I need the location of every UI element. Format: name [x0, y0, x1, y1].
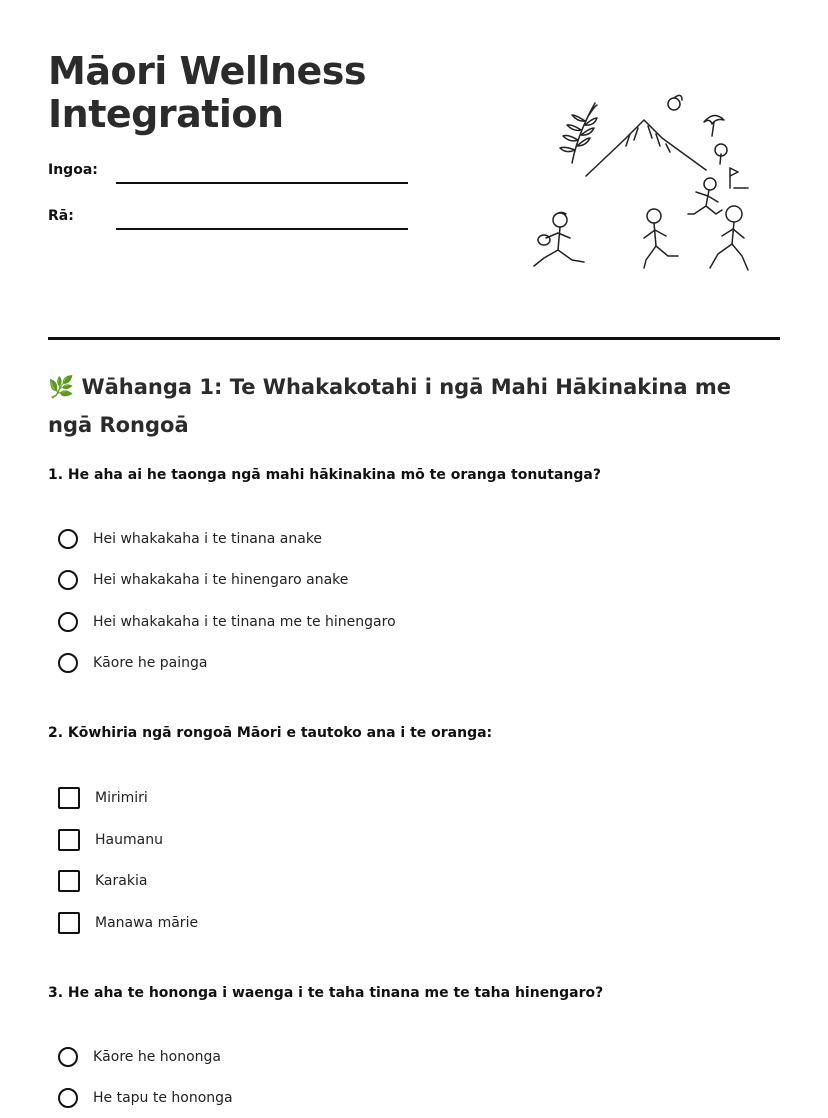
mountain-icon	[586, 120, 706, 176]
date-field	[48, 204, 408, 230]
q1-option-4[interactable]	[58, 653, 207, 673]
date-label: Rā:	[48, 208, 74, 224]
q2-option-4[interactable]	[58, 912, 198, 934]
worksheet-title	[48, 50, 366, 136]
q3-option-1[interactable]	[58, 1047, 221, 1067]
q2-option-2[interactable]	[58, 829, 163, 851]
option-label: Hei whakakaha i te tinana me te hinengaro	[93, 614, 396, 630]
option-label: Hei whakakaha i te tinana anake	[93, 531, 323, 547]
q1-option-2[interactable]	[58, 570, 348, 590]
q2-option-1[interactable]	[58, 787, 148, 809]
checkbox[interactable]	[58, 912, 80, 934]
name-field	[48, 158, 408, 184]
flag-icon	[730, 168, 748, 188]
mountain-and-running-children-illustration	[520, 88, 760, 283]
radio-button[interactable]	[58, 1047, 78, 1067]
sun-swirl-icon	[668, 95, 682, 110]
checkbox[interactable]	[58, 787, 80, 809]
checkbox[interactable]	[58, 829, 80, 851]
name-input[interactable]	[116, 158, 408, 184]
q1-option-1[interactable]	[58, 529, 322, 549]
section-1-title: Wāhanga 1: Te Whakakotahi i ngā Mahi Hākinakina me ngā Rongoā	[48, 375, 731, 437]
running-child-icon	[644, 209, 678, 268]
running-child-icon	[534, 212, 584, 266]
option-label: Kāore he painga	[93, 655, 208, 671]
radio-button[interactable]	[58, 570, 78, 590]
question-2: 2. Kōwhiria ngā rongoā Māori e tautoko ana i te oranga:	[48, 725, 493, 741]
q3-option-2[interactable]	[58, 1088, 233, 1108]
option-label: Haumanu	[95, 832, 163, 848]
radio-button[interactable]	[58, 612, 78, 632]
tree-icon	[704, 115, 727, 164]
name-label: Ingoa:	[48, 162, 98, 178]
q2-option-3[interactable]	[58, 870, 147, 892]
title-line-1: Māori Wellness	[48, 49, 367, 93]
q1-option-3[interactable]	[58, 612, 396, 632]
radio-button[interactable]	[58, 529, 78, 549]
section-1-heading	[48, 368, 768, 444]
section-divider	[48, 337, 780, 340]
option-label: Karakia	[95, 873, 148, 889]
checkbox[interactable]	[58, 870, 80, 892]
radio-button[interactable]	[58, 1088, 78, 1108]
herb-icon: 🌿	[48, 375, 75, 399]
radio-button[interactable]	[58, 653, 78, 673]
option-label: Kāore he hononga	[93, 1049, 221, 1065]
running-child-icon	[710, 206, 748, 270]
option-label: Manawa mārie	[95, 915, 199, 931]
question-1: 1. He aha ai he taonga ngā mahi hākinakina mō te oranga tonutanga?	[48, 467, 601, 483]
running-child-icon	[688, 178, 722, 214]
fern-leaf-icon	[560, 103, 597, 163]
date-input[interactable]	[116, 204, 408, 230]
option-label: Hei whakakaha i te hinengaro anake	[93, 572, 349, 588]
option-label: He tapu te hononga	[93, 1090, 233, 1106]
question-3: 3. He aha te hononga i waenga i te taha tinana me te taha hinengaro?	[48, 985, 604, 1001]
title-line-2: Integration	[48, 92, 284, 136]
option-label: Mirimiri	[95, 790, 148, 806]
